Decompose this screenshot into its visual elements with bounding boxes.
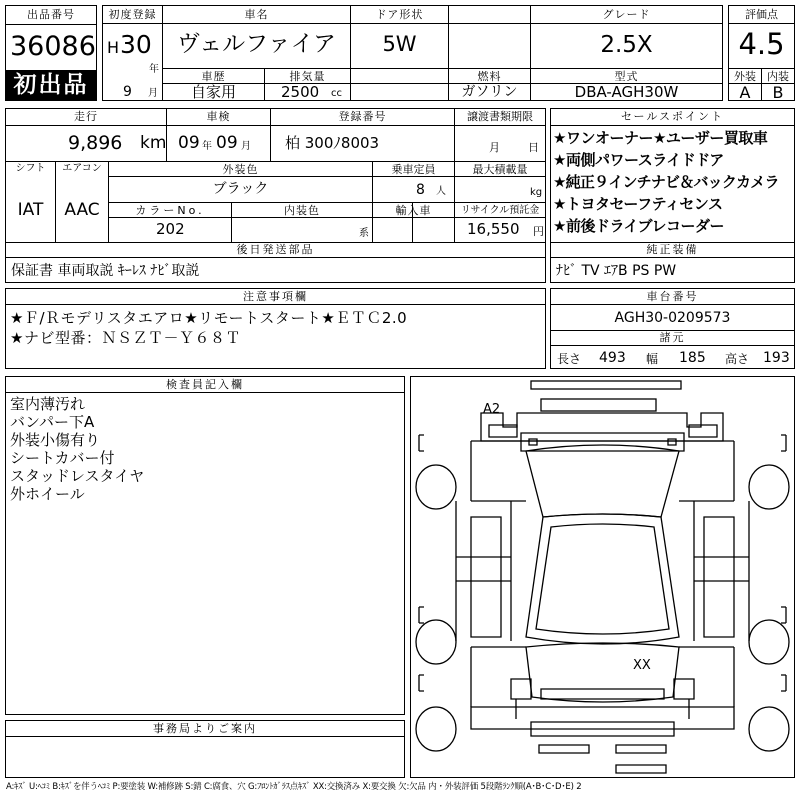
insp-year: 09: [178, 133, 200, 153]
displacement-label: 排気量: [289, 70, 326, 83]
capacity-label: 乗車定員: [391, 163, 436, 176]
insp-month-unit: 月: [241, 141, 251, 152]
inspector-box: [5, 376, 405, 715]
ac: AAC: [64, 200, 100, 220]
insp-month: 09: [216, 133, 238, 153]
door: 5W: [382, 32, 417, 56]
sales-point: ★両側パワースライドドア: [553, 151, 724, 169]
score-box: [728, 5, 795, 101]
model-label: 型式: [614, 70, 639, 83]
transfer-label: 譲渡書類期限: [467, 110, 533, 123]
office-label: 事務局よりご案内: [153, 722, 257, 735]
notes-box: [5, 288, 546, 369]
damage-mark: XX: [633, 658, 651, 673]
month-unit: 月: [148, 88, 158, 99]
lot-box: [5, 5, 97, 101]
interior-grade: B: [772, 83, 784, 102]
fuel-label: 燃料: [477, 70, 502, 83]
color-label: 外装色: [222, 163, 259, 176]
reg-label: 登録番号: [338, 110, 387, 123]
era: H: [107, 38, 120, 57]
door-label: ドア形状: [375, 8, 424, 21]
shift-label: シフト: [15, 163, 46, 174]
recycle-unit: 円: [533, 225, 544, 238]
load-unit: kg: [530, 187, 543, 198]
lot-label: 出品番号: [27, 8, 75, 21]
capacity: 8: [416, 182, 425, 198]
sales-point: ★前後ドライブレコーダー: [553, 217, 724, 235]
length: 493: [599, 350, 626, 366]
registration-box: [102, 5, 723, 101]
transfer-day: 日: [528, 141, 539, 154]
recycle: 16,550: [467, 220, 520, 238]
score-label: 評価点: [745, 8, 778, 21]
displacement-unit: cc: [331, 88, 342, 99]
color-no: 202: [156, 220, 185, 238]
mileage-unit: km: [140, 133, 167, 153]
first-listing-badge: 初出品: [6, 70, 96, 101]
specs-box: [5, 108, 546, 243]
inspector-line: シートカバー付: [10, 449, 115, 467]
sales-point: ★トヨタセーフティセンス: [553, 195, 723, 213]
sales-point: ★ワンオーナー★ユーザー買取車: [553, 129, 768, 147]
later-parts-box: [5, 242, 546, 283]
chassis-label: 車台番号: [646, 290, 699, 303]
import-label: 輸入車: [395, 204, 432, 217]
equipment-text: ﾅﾋﾞ TV ｴｱB PS PW: [556, 263, 677, 279]
displacement: 2500: [281, 83, 320, 101]
width: 185: [679, 350, 706, 366]
inspector-line: 外装小傷有り: [10, 431, 101, 449]
year-unit: 年: [149, 64, 159, 75]
mileage: 9,896: [68, 132, 123, 154]
notes-line: ★ナビ型番：ＮＳＺＴ－Ｙ６８Ｔ: [10, 329, 241, 347]
inspector-line: 室内薄汚れ: [10, 395, 86, 413]
int-color-unit: 系: [359, 228, 369, 239]
later-parts-text: 保証書 車両取説 ｷｰﾚｽ ﾅﾋﾞ取説: [11, 263, 200, 279]
transfer-month: 月: [489, 141, 500, 154]
grade: 2.5X: [600, 32, 653, 58]
inspector-line: スタッドレスタイヤ: [10, 467, 145, 485]
score: 4.5: [738, 27, 785, 61]
chassis-number: AGH30-0209573: [614, 310, 731, 326]
damage-mark: A2: [483, 402, 501, 417]
sales-points-box: [550, 108, 795, 243]
vehicle-outline: [411, 377, 794, 777]
capacity-unit: 人: [436, 186, 446, 197]
height: 193: [763, 350, 790, 366]
chassis-box: [550, 288, 795, 369]
recycle-label: リサイクル預託金: [460, 205, 540, 216]
width-label: 幅: [646, 352, 659, 366]
fuel: ガソリン: [461, 84, 518, 100]
load-label: 最大積載量: [472, 163, 528, 176]
reg-number: 柏 300ﾉ8003: [285, 134, 380, 152]
history-label: 車歴: [201, 70, 226, 83]
car-name: ヴェルファイア: [177, 31, 336, 57]
notes-label: 注意事項欄: [243, 290, 308, 303]
inspector-line: バンパー下A: [10, 413, 95, 431]
exterior-grade: A: [739, 83, 751, 102]
height-label: 高さ: [725, 352, 750, 366]
inspector-line: 外ホイール: [10, 485, 85, 503]
vehicle-diagram: [410, 376, 795, 778]
equipment-box: [550, 242, 795, 283]
sales-point: ★純正９インチナビ＆バックカメラ: [553, 173, 779, 191]
history: 自家用: [190, 83, 236, 101]
inspector-label: 検査員記入欄: [166, 378, 244, 391]
legend: A:ｷｽﾞ U:ﾍｺﾐ B:ｷｽﾞを伴うﾍｺﾐ P:要塗装 W:補修跡 S:錆 C:腐食、穴 G:ﾌﾛﾝﾄｶﾞﾗｽ点ｷｽﾞ XX:交換済み X:要交換 欠:欠品 内・外装評価 5段階ﾗﾝｸ順(A･B･C･D･E) 2: [6, 782, 582, 792]
dimensions-label: 諸元: [659, 331, 686, 344]
shift: IAT: [17, 200, 44, 220]
grade-label: グレード: [602, 8, 651, 21]
inspection-label: 車検: [206, 110, 231, 123]
car-name-label: 車名: [244, 8, 269, 21]
color: ブラック: [212, 181, 269, 197]
first-reg-label: 初度登録: [108, 8, 157, 21]
length-label: 長さ: [557, 352, 582, 366]
mileage-label: 走行: [74, 110, 98, 123]
lot-number: 36086: [10, 31, 96, 62]
later-parts-label: 後日発送部品: [236, 243, 315, 256]
first-reg-year: 30: [120, 30, 152, 59]
notes-line: ★Ｆ/Ｒモデリスタエアロ★リモートスタート★ＥＴＣ2.0: [10, 309, 408, 327]
equipment-label: 純正装備: [646, 243, 699, 256]
model: DBA-AGH30W: [574, 83, 679, 101]
color-no-label: カラーNo.: [135, 204, 205, 217]
interior-label: 内装: [767, 70, 789, 83]
ac-label: エアコン: [62, 163, 102, 174]
sales-points-label: セールスポイント: [620, 110, 724, 123]
int-color-label: 内装色: [284, 204, 320, 217]
exterior-label: 外装: [734, 70, 756, 83]
insp-year-unit: 年: [202, 141, 212, 152]
first-reg-month: 9: [123, 84, 132, 100]
office-box: [5, 720, 405, 778]
